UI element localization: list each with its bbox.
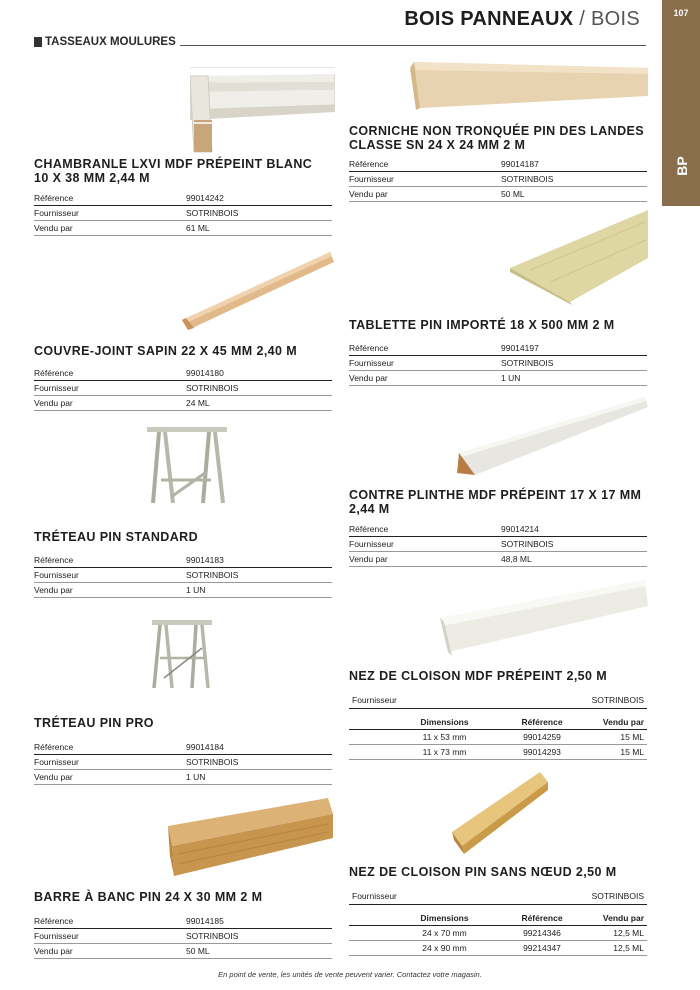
spec-key: Référence [34,368,74,378]
spec-table-treteau-pro [34,740,332,785]
product-title-contre-plinthe: CONTRE PLINTHE MDF PRÉPEINT 17 X 17 MM 2,44 M [349,488,642,516]
title-separator: / [579,8,586,30]
spec-value: SOTRINBOIS [186,757,239,767]
spec-key: Fournisseur [352,891,397,901]
spec-value: 50 ML [186,946,210,956]
spec-value: 99014214 [501,524,539,534]
spec-key: Vendu par [34,398,73,408]
spec-key: Référence [34,742,74,752]
spec-key: Fournisseur [349,358,394,368]
cell-dimensions: 11 x 53 mm [422,732,467,742]
spec-value: SOTRINBOIS [501,174,554,184]
spec-key: Fournisseur [349,174,394,184]
spec-row-supplier [34,206,332,221]
cell-reference: 99014293 [523,747,561,757]
spec-key: Référence [34,916,74,926]
spec-key: Fournisseur [34,208,79,218]
product-title-corniche: CORNICHE NON TRONQUÉE PIN DES LANDES CLASSE SN 24 X 24 MM 2 M [349,124,644,152]
spec-table-treteau-standard [34,553,332,598]
spec-value: 99014185 [186,916,224,926]
product-title-nez-cloison-mdf: NEZ DE CLOISON MDF PRÉPEINT 2,50 M [349,669,608,683]
square-bullet-icon [34,37,42,47]
product-title-barre-a-banc: BARRE À BANC PIN 24 X 30 MM 2 M [34,890,263,904]
corniche-image [410,58,648,113]
spec-value: 48,8 ML [501,554,532,564]
spec-row-supplier [349,356,647,371]
spec-value: 99014242 [186,193,224,203]
spec-value: 99014180 [186,368,224,378]
col-reference: Référence [521,717,563,727]
spec-table-tablette [349,341,647,386]
section-code: BP [674,156,690,176]
spec-key: Vendu par [349,189,388,199]
cell-sold-by: 15 ML [620,747,644,757]
col-dimensions: Dimensions [420,913,469,923]
spec-value: 50 ML [501,189,525,199]
nez-cloison-mdf-image [440,578,648,660]
spec-key: Fournisseur [349,539,394,549]
product-title-nez-cloison-pin: NEZ DE CLOISON PIN SANS NŒUD 2,50 M [349,865,617,879]
spec-row-sold-by [349,371,647,386]
spec-key: Vendu par [349,554,388,564]
spec-key: Référence [34,555,74,565]
tablette-image [510,210,648,305]
spec-key: Vendu par [349,373,388,383]
section-tab [662,0,700,206]
spec-value: SOTRINBOIS [186,383,239,393]
spec-row-reference [349,341,647,356]
spec-table-corniche [349,157,647,202]
supplier-row [349,692,647,709]
treteau-pro-image [150,618,215,690]
treteau-standard-image [145,425,230,505]
cell-dimensions: 24 x 90 mm [422,943,467,953]
cell-sold-by: 12,5 ML [613,928,644,938]
spec-row-sold-by [34,396,332,411]
variant-table-nez-cloison-mdf [349,692,647,760]
title-light: BOIS [591,8,640,30]
table-row [349,941,647,956]
page-number: 107 [673,8,689,18]
spec-row-reference [349,157,647,172]
spec-row-supplier [349,537,647,552]
spec-row-supplier [34,568,332,583]
spec-key: Référence [34,193,74,203]
variant-table-nez-cloison-pin [349,888,647,956]
spec-value: SOTRINBOIS [501,358,554,368]
spec-row-reference [34,914,332,929]
col-reference: Référence [521,913,563,923]
spec-row-sold-by [34,583,332,598]
cell-sold-by: 15 ML [620,732,644,742]
spec-key: Vendu par [34,772,73,782]
spec-value: 61 ML [186,223,210,233]
spec-key: Fournisseur [34,757,79,767]
col-dimensions: Dimensions [420,717,469,727]
title-bold: BOIS PANNEAUX [404,8,574,30]
spec-key: Vendu par [34,223,73,233]
spec-key: Référence [349,343,389,353]
spec-row-sold-by [349,552,647,567]
spec-value: 99014187 [501,159,539,169]
spec-row-supplier [34,929,332,944]
contre-plinthe-image [455,395,648,480]
spec-row-reference [349,522,647,537]
cell-dimensions: 24 x 70 mm [422,928,467,938]
page-title [404,8,640,31]
spec-key: Vendu par [34,946,73,956]
spec-table-contre-plinthe [349,522,647,567]
spec-value: 24 ML [186,398,210,408]
spec-key: Fournisseur [34,383,79,393]
product-title-treteau-pro: TRÉTEAU PIN PRO [34,716,154,730]
spec-table-barre-a-banc [34,914,332,959]
spec-value: SOTRINBOIS [186,931,239,941]
spec-row-reference [34,740,332,755]
spec-value: 1 UN [501,373,521,383]
product-title-treteau-standard: TRÉTEAU PIN STANDARD [34,530,199,544]
section-label [34,36,176,48]
spec-value: SOTRINBOIS [186,570,239,580]
barre-a-banc-image [168,798,335,878]
cell-reference: 99214346 [523,928,561,938]
spec-value: 99014183 [186,555,224,565]
spec-key: Vendu par [34,585,73,595]
product-title-couvre-joint: COUVRE-JOINT SAPIN 22 X 45 MM 2,40 M [34,344,298,358]
spec-row-reference [34,191,332,206]
cell-dimensions: 11 x 73 mm [422,747,467,757]
spec-value: SOTRINBOIS [591,891,644,901]
supplier-row [349,888,647,905]
spec-value: SOTRINBOIS [501,539,554,549]
cell-reference: 99014259 [523,732,561,742]
spec-row-supplier [34,755,332,770]
spec-key: Fournisseur [34,931,79,941]
spec-value: 1 UN [186,585,206,595]
spec-row-reference [34,366,332,381]
couvre-joint-image [180,248,335,333]
spec-key: Référence [349,159,389,169]
col-sold-by: Vendu par [602,717,644,727]
spec-row-sold-by [34,770,332,785]
table-row [349,730,647,745]
spec-value: 99014197 [501,343,539,353]
spec-row-sold-by [349,187,647,202]
spec-value: SOTRINBOIS [591,695,644,705]
product-title-tablette: TABLETTE PIN IMPORTÉ 18 X 500 MM 2 M [349,318,615,332]
footer-note: En point de vente, les unités de vente peuvent varier. Contactez votre magasin. [218,970,482,979]
spec-value: 99014184 [186,742,224,752]
spec-row-supplier [349,172,647,187]
spec-row-supplier [34,381,332,396]
table-header [349,715,647,730]
spec-row-reference [34,553,332,568]
section-label-text: TASSEAUX MOULURES [45,36,176,48]
table-row [349,745,647,760]
spec-value: SOTRINBOIS [186,208,239,218]
product-title-chambranle: CHAMBRANLE LXVI MDF PRÉPEINT BLANC 10 X 38 MM 2,44 M [34,157,313,185]
spec-key: Fournisseur [34,570,79,580]
chambranle-image [190,60,335,155]
spec-value: 1 UN [186,772,206,782]
spec-row-sold-by [34,944,332,959]
col-sold-by: Vendu par [602,913,644,923]
table-row [349,926,647,941]
section-divider [180,45,646,46]
spec-key: Référence [349,524,389,534]
spec-table-couvre-joint [34,366,332,411]
cell-reference: 99214347 [523,943,561,953]
spec-row-sold-by [34,221,332,236]
table-header [349,911,647,926]
nez-cloison-pin-image [450,770,550,855]
spec-table-chambranle [34,191,332,236]
cell-sold-by: 12,5 ML [613,943,644,953]
spec-key: Fournisseur [352,695,397,705]
